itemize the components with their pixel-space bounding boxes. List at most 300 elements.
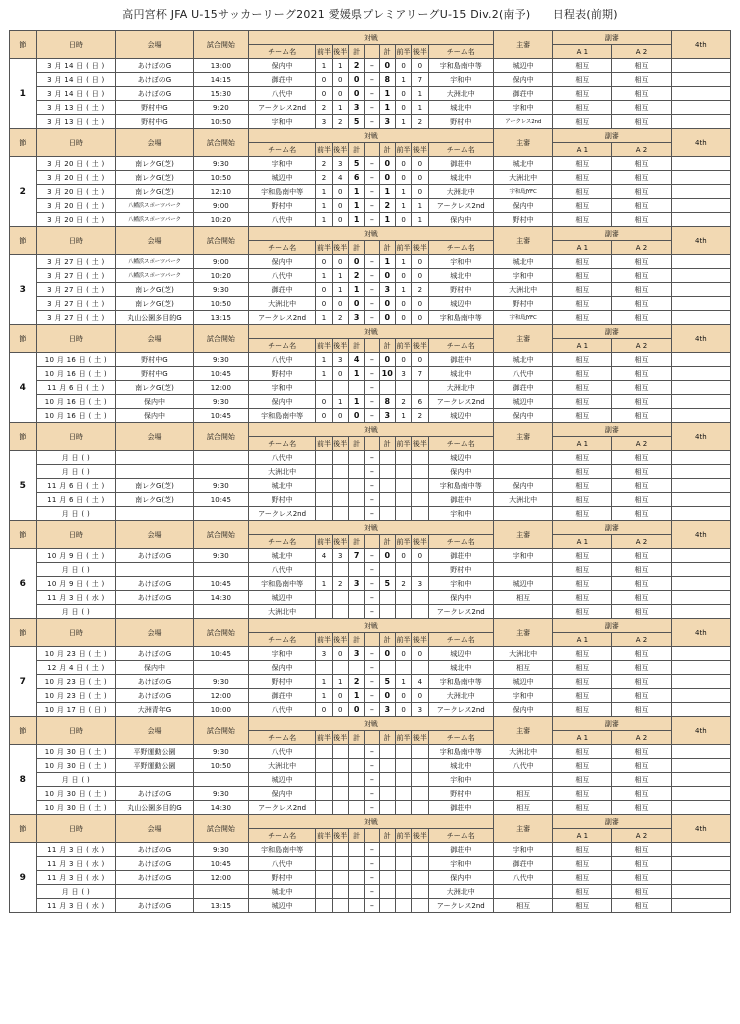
header-nichiji: 日時 <box>36 325 116 353</box>
fourth-official <box>671 115 730 129</box>
match-venue <box>116 885 194 899</box>
home-first-half <box>316 661 332 675</box>
match-date: 10 月 23 日 ( 土 ) <box>36 689 116 703</box>
header-taisen: 対戦 <box>248 619 493 633</box>
main-referee: 城北中 <box>493 353 552 367</box>
main-referee: 保内中 <box>493 199 552 213</box>
main-referee: 大洲北中 <box>493 283 552 297</box>
assistant-referee-a2: 相互 <box>612 213 671 227</box>
home-total <box>348 605 364 619</box>
home-total <box>348 885 364 899</box>
kickoff-time: 14:15 <box>193 73 248 87</box>
away-total: 0 <box>379 311 395 325</box>
match-date: 月 日 ( ) <box>36 605 116 619</box>
match-row <box>10 59 731 73</box>
match-row <box>10 171 731 185</box>
header-home-team: チーム名 <box>248 45 315 59</box>
home-team: 城辺中 <box>248 899 315 913</box>
home-total: 1 <box>348 199 364 213</box>
away-total: 2 <box>379 199 395 213</box>
away-second-half: 0 <box>412 171 428 185</box>
assistant-referee-a2: 相互 <box>612 703 671 717</box>
away-second-half: 3 <box>412 703 428 717</box>
home-second-half: 0 <box>332 199 348 213</box>
match-row <box>10 605 731 619</box>
assistant-referee-a1: 相互 <box>553 311 612 325</box>
home-team: 野村中 <box>248 493 315 507</box>
home-first-half <box>316 773 332 787</box>
away-team: 大洲北中 <box>428 381 493 395</box>
home-team: 宇和島南中等 <box>248 409 315 423</box>
home-team: 八代中 <box>248 703 315 717</box>
home-team: 八代中 <box>248 269 315 283</box>
score-dash: – <box>365 353 379 367</box>
fourth-official <box>671 157 730 171</box>
match-venue: 南レクG(芝) <box>116 479 194 493</box>
match-date: 11 月 3 日 ( 水 ) <box>36 843 116 857</box>
header-away-team: チーム名 <box>428 437 493 451</box>
match-venue <box>116 507 194 521</box>
home-first-half <box>316 465 332 479</box>
away-team: 城北中 <box>428 101 493 115</box>
main-referee: 御荘中 <box>493 857 552 871</box>
kickoff-time <box>193 605 248 619</box>
away-second-half: 6 <box>412 395 428 409</box>
match-venue: 南レクG(芝) <box>116 381 194 395</box>
assistant-referee-a1: 相互 <box>553 465 612 479</box>
section-header-row <box>10 717 731 731</box>
away-first-half: 0 <box>395 171 411 185</box>
home-second-half: 1 <box>332 269 348 283</box>
assistant-referee-a1: 相互 <box>553 73 612 87</box>
header-nichiji: 日時 <box>36 227 116 255</box>
header-away-second-half: 後半 <box>412 535 428 549</box>
header-dash-spacer <box>365 241 379 255</box>
main-referee: 相互 <box>493 899 552 913</box>
away-team: アークレス2nd <box>428 703 493 717</box>
header-away-team: チーム名 <box>428 731 493 745</box>
header-home-second-half: 後半 <box>332 633 348 647</box>
kickoff-time: 9:30 <box>193 395 248 409</box>
fourth-official <box>671 563 730 577</box>
away-first-half: 1 <box>395 675 411 689</box>
header-away-total: 計 <box>379 241 395 255</box>
assistant-referee-a1: 相互 <box>553 577 612 591</box>
away-first-half: 1 <box>395 73 411 87</box>
match-row <box>10 395 731 409</box>
home-team: 野村中 <box>248 199 315 213</box>
match-venue: 八幡浜スポーツパーク <box>116 213 194 227</box>
home-second-half: 1 <box>332 59 348 73</box>
away-second-half: 0 <box>412 549 428 563</box>
home-first-half: 0 <box>316 297 332 311</box>
header-away-team: チーム名 <box>428 535 493 549</box>
match-row <box>10 269 731 283</box>
header-kaishi: 試合開始 <box>193 325 248 353</box>
assistant-referee-a1: 相互 <box>553 787 612 801</box>
header-home-first-half: 前半 <box>316 829 332 843</box>
home-team: 大洲北中 <box>248 759 315 773</box>
match-venue: あけぼのG <box>116 87 194 101</box>
home-second-half: 1 <box>332 395 348 409</box>
home-total <box>348 773 364 787</box>
header-kaijo: 会場 <box>116 129 194 157</box>
fourth-official <box>671 493 730 507</box>
match-venue <box>116 451 194 465</box>
fourth-official <box>671 353 730 367</box>
assistant-referee-a2: 相互 <box>612 577 671 591</box>
home-total <box>348 759 364 773</box>
away-team: 宇和島南中等 <box>428 59 493 73</box>
match-venue: あけぼのG <box>116 871 194 885</box>
away-first-half <box>395 591 411 605</box>
home-second-half <box>332 759 348 773</box>
fourth-official <box>671 255 730 269</box>
assistant-referee-a1: 相互 <box>553 157 612 171</box>
away-first-half <box>395 493 411 507</box>
kickoff-time: 9:20 <box>193 101 248 115</box>
assistant-referee-a2: 相互 <box>612 493 671 507</box>
away-total <box>379 591 395 605</box>
assistant-referee-a2: 相互 <box>612 661 671 675</box>
fourth-official <box>671 871 730 885</box>
away-total <box>379 465 395 479</box>
kickoff-time: 9:30 <box>193 157 248 171</box>
header-nichiji: 日時 <box>36 619 116 647</box>
home-second-half <box>332 885 348 899</box>
away-second-half: 3 <box>412 577 428 591</box>
kickoff-time: 15:30 <box>193 87 248 101</box>
score-dash: – <box>365 605 379 619</box>
score-dash: – <box>365 507 379 521</box>
home-first-half: 2 <box>316 157 332 171</box>
assistant-referee-a2: 相互 <box>612 801 671 815</box>
header-kaijo: 会場 <box>116 31 194 59</box>
score-dash: – <box>365 885 379 899</box>
main-referee <box>493 465 552 479</box>
home-total: 5 <box>348 157 364 171</box>
score-dash: – <box>365 101 379 115</box>
home-total: 3 <box>348 577 364 591</box>
header-away-first-half: 前半 <box>395 241 411 255</box>
home-second-half: 0 <box>332 255 348 269</box>
main-referee: 大洲北中 <box>493 493 552 507</box>
assistant-referee-a2: 相互 <box>612 605 671 619</box>
header-dash-spacer <box>365 143 379 157</box>
match-date: 3 月 27 日 ( 土 ) <box>36 311 116 325</box>
header-fourth: 4th <box>671 227 730 255</box>
fourth-official <box>671 605 730 619</box>
match-venue: 南レクG(芝) <box>116 171 194 185</box>
away-first-half <box>395 465 411 479</box>
away-total <box>379 759 395 773</box>
header-shusai: 主審 <box>493 31 552 59</box>
away-first-half <box>395 605 411 619</box>
away-first-half <box>395 563 411 577</box>
score-dash: – <box>365 409 379 423</box>
fourth-official <box>671 745 730 759</box>
header-home-first-half: 前半 <box>316 437 332 451</box>
home-team: 保内中 <box>248 661 315 675</box>
away-team: 保内中 <box>428 213 493 227</box>
fourth-official <box>671 773 730 787</box>
main-referee: 八代中 <box>493 759 552 773</box>
kickoff-time: 10:45 <box>193 493 248 507</box>
kickoff-time: 9:30 <box>193 787 248 801</box>
away-second-half: 0 <box>412 353 428 367</box>
header-dash-spacer <box>365 731 379 745</box>
fourth-official <box>671 549 730 563</box>
match-venue: 保内中 <box>116 395 194 409</box>
header-dash-spacer <box>365 535 379 549</box>
round-number: 6 <box>10 549 37 619</box>
away-team: 城北中 <box>428 367 493 381</box>
header-home-team: チーム名 <box>248 437 315 451</box>
away-total <box>379 563 395 577</box>
away-team: 城辺中 <box>428 409 493 423</box>
away-team: 野村中 <box>428 563 493 577</box>
main-referee <box>493 605 552 619</box>
away-total <box>379 787 395 801</box>
away-second-half: 1 <box>412 199 428 213</box>
fourth-official <box>671 59 730 73</box>
header-a1: A 1 <box>553 339 612 353</box>
match-row <box>10 745 731 759</box>
score-dash: – <box>365 311 379 325</box>
assistant-referee-a1: 相互 <box>553 101 612 115</box>
home-first-half: 1 <box>316 311 332 325</box>
home-team: 保内中 <box>248 255 315 269</box>
away-second-half: 0 <box>412 157 428 171</box>
away-first-half: 0 <box>395 59 411 73</box>
header-kaishi: 試合開始 <box>193 129 248 157</box>
fourth-official <box>671 381 730 395</box>
match-date: 11 月 6 日 ( 土 ) <box>36 479 116 493</box>
away-first-half: 0 <box>395 269 411 283</box>
assistant-referee-a1: 相互 <box>553 507 612 521</box>
match-row <box>10 479 731 493</box>
main-referee: 城北中 <box>493 157 552 171</box>
kickoff-time: 9:00 <box>193 199 248 213</box>
header-shusai: 主審 <box>493 521 552 549</box>
header-home-second-half: 後半 <box>332 829 348 843</box>
main-referee: 御荘中 <box>493 381 552 395</box>
home-total: 1 <box>348 395 364 409</box>
away-second-half: 0 <box>412 255 428 269</box>
assistant-referee-a1: 相互 <box>553 647 612 661</box>
header-away-first-half: 前半 <box>395 535 411 549</box>
home-team: 宇和中 <box>248 647 315 661</box>
away-second-half: 0 <box>412 269 428 283</box>
match-date: 3 月 27 日 ( 土 ) <box>36 255 116 269</box>
header-away-total: 計 <box>379 437 395 451</box>
match-date: 3 月 27 日 ( 土 ) <box>36 297 116 311</box>
away-total: 0 <box>379 297 395 311</box>
home-first-half: 3 <box>316 115 332 129</box>
away-first-half <box>395 745 411 759</box>
away-total: 1 <box>379 101 395 115</box>
section-header-row <box>10 129 731 143</box>
fourth-official <box>671 409 730 423</box>
section-header-row <box>10 227 731 241</box>
fourth-official <box>671 759 730 773</box>
home-first-half <box>316 563 332 577</box>
fourth-official <box>671 689 730 703</box>
score-dash: – <box>365 269 379 283</box>
header-away-second-half: 後半 <box>412 829 428 843</box>
score-dash: – <box>365 395 379 409</box>
header-away-total: 計 <box>379 731 395 745</box>
kickoff-time: 10:50 <box>193 171 248 185</box>
match-row <box>10 87 731 101</box>
match-row <box>10 311 731 325</box>
header-away-total: 計 <box>379 45 395 59</box>
home-second-half <box>332 899 348 913</box>
away-first-half <box>395 661 411 675</box>
away-second-half <box>412 899 428 913</box>
header-away-team: チーム名 <box>428 339 493 353</box>
home-total: 1 <box>348 213 364 227</box>
match-date: 11 月 3 日 ( 水 ) <box>36 591 116 605</box>
away-total: 3 <box>379 409 395 423</box>
away-second-half <box>412 871 428 885</box>
home-total: 3 <box>348 101 364 115</box>
assistant-referee-a1: 相互 <box>553 759 612 773</box>
assistant-referee-a1: 相互 <box>553 857 612 871</box>
header-setsu: 節 <box>10 815 37 843</box>
schedule-sheet <box>0 30 740 913</box>
match-date: 10 月 23 日 ( 土 ) <box>36 647 116 661</box>
home-team: 城辺中 <box>248 171 315 185</box>
match-venue: あけぼのG <box>116 675 194 689</box>
away-second-half: 1 <box>412 213 428 227</box>
header-setsu: 節 <box>10 227 37 255</box>
assistant-referee-a1: 相互 <box>553 451 612 465</box>
home-first-half: 2 <box>316 171 332 185</box>
away-team: 御荘中 <box>428 353 493 367</box>
main-referee: 宇和島JYFC <box>493 311 552 325</box>
header-home-second-half: 後半 <box>332 731 348 745</box>
fourth-official <box>671 591 730 605</box>
main-referee: 相互 <box>493 801 552 815</box>
match-venue: 南レクG(芝) <box>116 283 194 297</box>
header-kaishi: 試合開始 <box>193 717 248 745</box>
section-header-row <box>10 31 731 45</box>
away-total <box>379 493 395 507</box>
header-taisen: 対戦 <box>248 129 493 143</box>
score-dash: – <box>365 297 379 311</box>
home-second-half <box>332 801 348 815</box>
away-team: 宇和中 <box>428 255 493 269</box>
home-second-half: 0 <box>332 703 348 717</box>
kickoff-time <box>193 661 248 675</box>
away-second-half: 0 <box>412 297 428 311</box>
home-first-half <box>316 479 332 493</box>
header-home-total: 計 <box>348 535 364 549</box>
match-venue: 野村中G <box>116 353 194 367</box>
home-first-half <box>316 857 332 871</box>
header-away-second-half: 後半 <box>412 731 428 745</box>
away-second-half: 1 <box>412 101 428 115</box>
home-second-half: 0 <box>332 367 348 381</box>
header-home-first-half: 前半 <box>316 535 332 549</box>
home-team: 宇和島南中等 <box>248 577 315 591</box>
away-total <box>379 885 395 899</box>
fourth-official <box>671 787 730 801</box>
home-team: 八代中 <box>248 213 315 227</box>
assistant-referee-a2: 相互 <box>612 871 671 885</box>
main-referee: 宇和中 <box>493 269 552 283</box>
away-team: 城北中 <box>428 661 493 675</box>
home-team: 保内中 <box>248 787 315 801</box>
assistant-referee-a1: 相互 <box>553 115 612 129</box>
home-second-half: 2 <box>332 115 348 129</box>
kickoff-time <box>193 773 248 787</box>
away-first-half: 1 <box>395 255 411 269</box>
home-team: 保内中 <box>248 395 315 409</box>
home-total <box>348 801 364 815</box>
away-team: 城辺中 <box>428 647 493 661</box>
home-second-half <box>332 773 348 787</box>
kickoff-time: 10:45 <box>193 647 248 661</box>
away-first-half: 0 <box>395 87 411 101</box>
away-team: 城辺中 <box>428 297 493 311</box>
kickoff-time: 12:10 <box>193 185 248 199</box>
away-team: 城北中 <box>428 171 493 185</box>
match-venue: あけぼのG <box>116 59 194 73</box>
header-home-second-half: 後半 <box>332 437 348 451</box>
match-row <box>10 703 731 717</box>
home-first-half <box>316 801 332 815</box>
assistant-referee-a1: 相互 <box>553 493 612 507</box>
round-number: 7 <box>10 647 37 717</box>
home-team: 八代中 <box>248 745 315 759</box>
assistant-referee-a1: 相互 <box>553 703 612 717</box>
away-second-half <box>412 479 428 493</box>
section-header-row <box>10 815 731 829</box>
score-dash: – <box>365 171 379 185</box>
fourth-official <box>671 661 730 675</box>
home-total: 0 <box>348 297 364 311</box>
header-home-second-half: 後半 <box>332 339 348 353</box>
away-total: 3 <box>379 703 395 717</box>
away-second-half <box>412 381 428 395</box>
header-a2: A 2 <box>612 339 671 353</box>
away-second-half <box>412 605 428 619</box>
match-row <box>10 185 731 199</box>
assistant-referee-a1: 相互 <box>553 843 612 857</box>
assistant-referee-a2: 相互 <box>612 479 671 493</box>
header-taisen: 対戦 <box>248 815 493 829</box>
match-row <box>10 591 731 605</box>
assistant-referee-a2: 相互 <box>612 885 671 899</box>
assistant-referee-a1: 相互 <box>553 269 612 283</box>
home-first-half: 1 <box>316 367 332 381</box>
header-home-team: チーム名 <box>248 241 315 255</box>
match-date: 3 月 20 日 ( 土 ) <box>36 213 116 227</box>
assistant-referee-a2: 相互 <box>612 87 671 101</box>
match-date: 3 月 20 日 ( 土 ) <box>36 185 116 199</box>
header-away-total: 計 <box>379 829 395 843</box>
round-number: 2 <box>10 157 37 227</box>
header-setsu: 節 <box>10 325 37 353</box>
assistant-referee-a2: 相互 <box>612 101 671 115</box>
away-second-half: 0 <box>412 185 428 199</box>
match-row <box>10 899 731 913</box>
away-total: 0 <box>379 689 395 703</box>
main-referee: 保内中 <box>493 703 552 717</box>
home-team: 城北中 <box>248 885 315 899</box>
